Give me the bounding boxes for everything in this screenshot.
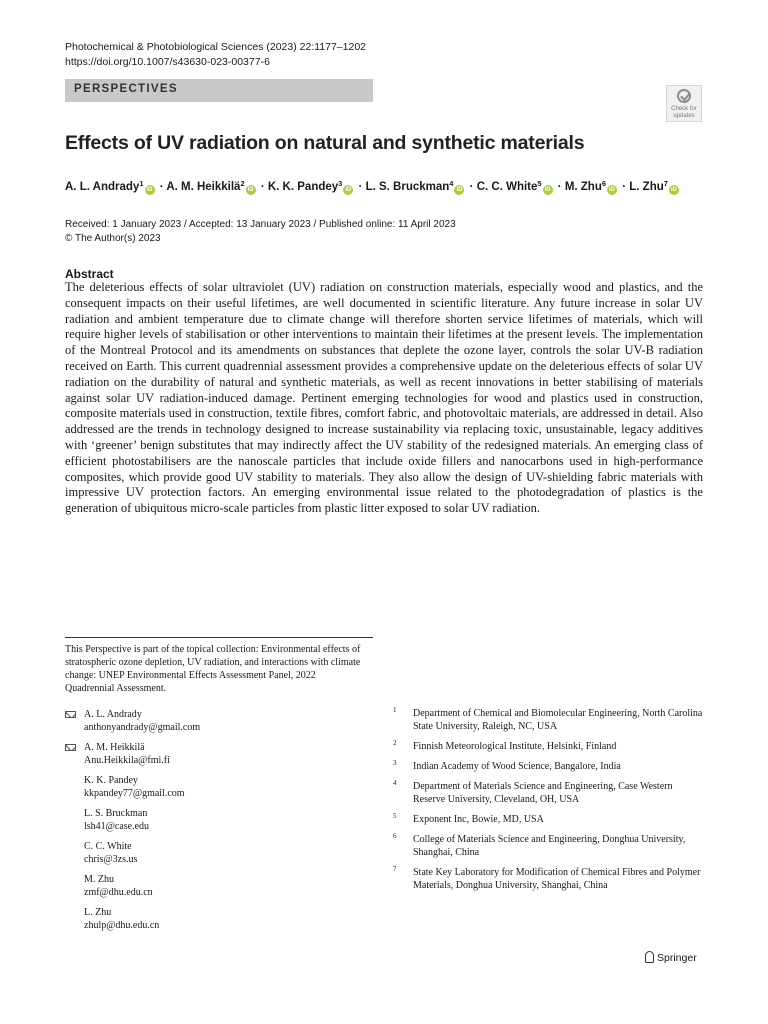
affiliation-item xyxy=(393,813,705,826)
affiliation-text: State Key Laboratory for Modification of Chemical Fibres and Polymer Materials, Donghua University, Shanghai, China xyxy=(413,867,701,891)
affiliation-item xyxy=(393,760,705,773)
author-name[interactable]: A. L. Andrady xyxy=(65,181,140,193)
collection-footnote: This Perspective is part of the topical collection: Environmental effects of stratospheric ozone depletion, UV radiation, and interactions with climate change: UNEP Environmental Effects Assessment Panel, 2022 Quadrennial Assessment. xyxy=(65,644,361,694)
orcid-icon[interactable]: iD xyxy=(247,187,254,193)
publisher-name: Springer xyxy=(657,952,697,964)
journal-header xyxy=(65,40,366,70)
author-separator: · xyxy=(156,181,167,193)
author-affiliation-number: 6 xyxy=(601,179,607,188)
author-name[interactable]: L. Zhu xyxy=(629,181,664,193)
author-affiliation-number: 5 xyxy=(537,179,542,188)
author-name[interactable]: M. Zhu xyxy=(564,181,602,193)
check-updates-line2: updates xyxy=(673,113,695,119)
author-separator: · xyxy=(355,181,366,193)
affiliation-number: 1 xyxy=(393,706,397,714)
section-badge xyxy=(65,79,373,102)
orcid-icon[interactable]: iD xyxy=(544,187,551,193)
contact-name: A. M. Heikkilä xyxy=(84,742,145,753)
contact-name: L. Zhu xyxy=(84,907,112,918)
affiliation-text: Department of Materials Science and Engineering, Case Western Reserve University, Cleveland, OH, USA xyxy=(413,781,673,805)
affiliation-number: 5 xyxy=(393,812,397,820)
affiliation-item xyxy=(393,833,705,859)
author-affiliation-number: 3 xyxy=(338,179,343,188)
contact-name: C. C. White xyxy=(84,841,132,852)
orcid-icon[interactable]: iD xyxy=(146,187,153,193)
contact-email[interactable]: chris@3zs.us xyxy=(84,854,138,865)
contact-item xyxy=(65,906,375,932)
contact-email[interactable]: anthonyandrady@gmail.com xyxy=(84,722,201,733)
contact-item xyxy=(65,741,375,767)
contact-name: A. L. Andrady xyxy=(84,709,142,720)
contact-email[interactable]: zhulp@dhu.edu.cn xyxy=(84,920,160,931)
affiliation-number: 3 xyxy=(393,759,397,767)
contact-item xyxy=(65,708,375,734)
affiliation-item xyxy=(393,866,705,892)
envelope-icon xyxy=(65,744,76,751)
orcid-icon[interactable]: iD xyxy=(456,187,463,193)
affiliation-list xyxy=(393,707,705,899)
orcid-icon[interactable]: iD xyxy=(609,187,616,193)
affiliation-number: 6 xyxy=(393,832,397,840)
contact-item xyxy=(65,807,375,833)
affiliation-text: Exponent Inc, Bowie, MD, USA xyxy=(413,814,544,825)
author-separator: · xyxy=(554,181,565,193)
affiliation-text: Indian Academy of Wood Science, Bangalore, India xyxy=(413,761,621,772)
author-name[interactable]: A. M. Heikkilä xyxy=(166,181,241,193)
author-affiliation-number: 1 xyxy=(139,179,144,188)
affiliation-item xyxy=(393,740,705,753)
contact-email[interactable]: zmf@dhu.edu.cn xyxy=(84,887,153,898)
contact-item xyxy=(65,774,375,800)
affiliation-item xyxy=(393,707,705,733)
author-name[interactable]: L. S. Bruckman xyxy=(365,181,450,193)
affiliation-text: Department of Chemical and Biomolecular Engineering, North Carolina State University, Raleigh, NC, USA xyxy=(413,708,703,732)
contact-name: L. S. Bruckman xyxy=(84,808,148,819)
doi-link[interactable]: https://doi.org/10.1007/s43630-023-00377-6 xyxy=(65,56,270,68)
affiliation-text: Finnish Meteorological Institute, Helsinki, Finland xyxy=(413,741,617,752)
contact-email[interactable]: lsh41@case.edu xyxy=(84,821,150,832)
article-title: Effects of UV radiation on natural and synthetic materials xyxy=(65,132,585,154)
author-affiliation-number: 7 xyxy=(663,179,668,188)
contact-email[interactable]: kkpandey77@gmail.com xyxy=(84,788,185,799)
dates-line: Received: 1 January 2023 / Accepted: 13 January 2023 / Published online: 11 April 2023 xyxy=(65,219,456,230)
contact-item xyxy=(65,840,375,866)
check-updates-line1: Check for xyxy=(671,106,697,112)
check-for-updates-button[interactable] xyxy=(666,85,702,122)
author-list xyxy=(65,179,681,195)
footnote-divider xyxy=(65,637,373,638)
author-affiliation-number: 4 xyxy=(449,179,454,188)
affiliation-text: College of Materials Science and Engineering, Donghua University, Shanghai, China xyxy=(413,834,686,858)
affiliation-number: 2 xyxy=(393,739,397,747)
contact-item xyxy=(65,873,375,899)
publisher-logo xyxy=(645,951,697,964)
abstract-text: The deleterious effects of solar ultraviolet (UV) radiation on construction materials, especially wood and plastics, and the consequent impacts on their useful lifetimes, are well documented in scientific literature. Any future increase in solar UV radiation and ambient temperature due to climate change will therefore shorten service lifetimes of materials, which will require higher levels of stabilisation or other interventions to maintain their lifetimes at the present levels. The implementation of the Montreal Protocol and its amendments on substances that deplete the ozone layer, controls the solar UV-B radiation received on Earth. This current quadrennial assessment provides a comprehensive update on the deleterious effects of solar UV radiation on the durability of natural and synthetic materials, as well as recent innovations in better stabilising of materials against solar UV radiation-induced damage. Pertinent emerging technologies for wood and plastics used in construction, composite materials used in construction, textile fibres, comfort fabric, and photovoltaic materials, are addressed in detail. Also addressed are the trends in technology designed to increase sustainability via replacing toxic, unsustainable, legacy additives with ‘greener’ benign substitutes that may indirectly affect the UV stability of the redesigned materials. An emerging class of efficient photostabilisers are the nanoscale particles that include oxide fillers and nanocarbons used in high-performance composites, which provide good UV stability to materials. They also allow the design of UV-shielding fabric materials with impressive UV protection factors. An emerging environmental issue related to the photodegradation of plastics is the generation of ubiquitous micro-scale particles from plastic litter exposed to solar UV radiation. xyxy=(65,280,703,516)
orcid-icon[interactable]: iD xyxy=(670,187,677,193)
check-updates-icon xyxy=(677,89,691,103)
author-affiliation-number: 2 xyxy=(240,179,245,188)
envelope-icon xyxy=(65,711,76,718)
abstract-heading: Abstract xyxy=(65,267,114,281)
contact-list xyxy=(65,708,375,939)
affiliation-item xyxy=(393,780,705,806)
author-separator: · xyxy=(466,181,477,193)
author-name[interactable]: K. K. Pandey xyxy=(267,181,339,193)
affiliation-number: 4 xyxy=(393,779,397,787)
affiliation-number: 7 xyxy=(393,865,397,873)
author-name[interactable]: C. C. White xyxy=(476,181,538,193)
section-label: PERSPECTIVES xyxy=(74,83,178,95)
author-separator: · xyxy=(257,181,268,193)
author-separator: · xyxy=(619,181,630,193)
journal-citation: Photochemical & Photobiological Sciences (2023) 22:1177–1202 xyxy=(65,41,367,53)
springer-horse-icon xyxy=(645,951,654,963)
orcid-icon[interactable]: iD xyxy=(345,187,352,193)
contact-name: K. K. Pandey xyxy=(84,775,138,786)
publication-dates xyxy=(65,218,456,246)
contact-email[interactable]: Anu.Heikkila@fmi.fi xyxy=(84,755,170,766)
copyright-line: © The Author(s) 2023 xyxy=(65,233,161,244)
contact-name: M. Zhu xyxy=(84,874,114,885)
